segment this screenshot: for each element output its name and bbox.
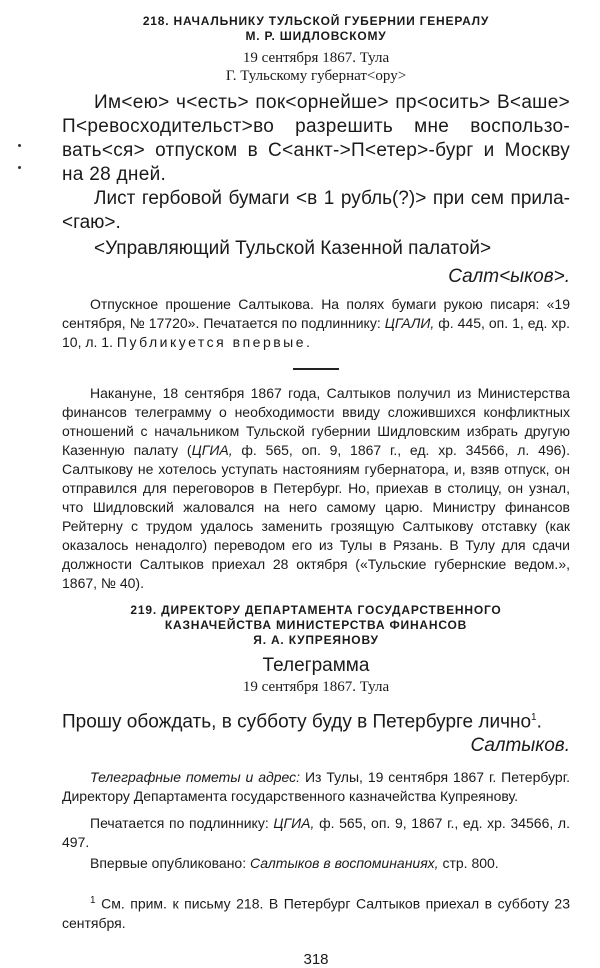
footnote-body: См. прим. к письму 218. В Петербург Салтыков приехал в субботу 23 сентября. (62, 895, 570, 931)
telegraph-text: Из Тулы, 19 сентября 1867 г. Петербург. Директору Департамента государственного казначейства Купреянову. (62, 769, 570, 805)
footnote-mark: 1 (531, 712, 537, 723)
note-ref: ф. 445, оп. 1, ед. хр. 10, л. 1. (62, 315, 570, 350)
letter-218-addressee: Г. Тульскому губернат<ору> (225, 68, 407, 84)
heading-line: М. Р. ШИДЛОВСКОМУ (245, 29, 387, 43)
letter-218-body (62, 91, 570, 261)
first-text: стр. 800. (438, 855, 499, 872)
letter-219-body (62, 706, 570, 734)
telegram-label: Телеграмма (262, 655, 370, 676)
letter-218-note (62, 295, 570, 352)
letter-219-date: 19 сентября 1867. Тула (242, 679, 390, 695)
letter-219-heading (62, 603, 570, 648)
section-divider (293, 368, 339, 370)
telegraph-label: Телеграфные пометы и адрес: (90, 769, 301, 786)
first-published-note (62, 854, 570, 873)
commentary-text: ф. 565, оп. 9, 1867 г., ед. хр. 34566, л. 496). Салтыкову не хотелось уступать настояниям губернатора, и, взяв отпуск, он отправился для переговоров в Петербург. Но, приехав в столицу, он узнал, что Шидловский жаловался на него самому царю. Министру финансов Рейтерну с трудом удалось заменить грозящую Салтыкову отставку (как оказалось ненадолго) переводом его из Тулы в Рязань. В Тулу для сдачи должности Салтыков приехал 28 октября («Тульские губернские ведом.», 1867, № 40). (62, 442, 570, 591)
page (62, 14, 570, 968)
first-source: Салтыков в воспоминаниях, (250, 855, 439, 872)
margin-mark (18, 144, 21, 147)
telegram-body: Прошу обождать, в субботу буду в Петербурге лично (62, 711, 532, 733)
heading-line: 219. ДИРЕКТОРУ ДЕПАРТАМЕНТА ГОСУДАРСТВЕННОГО (130, 603, 502, 617)
archive-name: ЦГАЛИ, (384, 315, 435, 331)
heading-line: Я. А. КУПРЕЯНОВУ (253, 633, 379, 647)
letter-paragraph: Им<ею> ч<есть> пок<орнейше> пр<осить> В<аше> П<ревосходительст>во разрешить мне воспользо-вать<ся> отпуском в С<анкт->П<етер>-бург и Москву на 28 дней. (62, 92, 570, 185)
commentary-paragraph (62, 384, 570, 593)
letter-218-signature: Салт<ыков>. (448, 266, 570, 287)
first-label: Впервые опубликовано: (90, 855, 251, 872)
footnote-number: 1 (90, 895, 96, 907)
heading-line: КАЗНАЧЕЙСТВА МИНИСТЕРСТВА ФИНАНСОВ (164, 618, 468, 632)
telegram-text: Прошу обождать, в субботу буду в Петербурге лично$^1$. (62, 711, 542, 733)
archive-name: ЦГИА, (273, 815, 315, 832)
telegraph-note (62, 768, 570, 806)
letter-218-heading (62, 14, 570, 44)
heading-line: 218. НАЧАЛЬНИКУ ТУЛЬСКОЙ ГУБЕРНИИ ГЕНЕРАЛУ (142, 14, 490, 28)
letter-paragraph: Лист гербовой бумаги <в 1 рубль(?)> при сем прила-<гаю>. (62, 188, 570, 233)
margin-mark (18, 166, 21, 169)
page-number: 318 (303, 950, 329, 968)
letter-paragraph: <Управляющий Тульской Казенной палатой> (94, 238, 492, 259)
letter-219-notes (62, 768, 570, 873)
print-label: Печатается по подлиннику: (90, 815, 274, 832)
print-text: ф. 565, оп. 9, 1867 г., ед. хр. 34566, л. 497. (62, 815, 570, 851)
commentary-text: Накануне, 18 сентября 1867 года, Салтыков получил из Министерства финансов телеграмму о необходимости ввиду сложившихся конфликтных отношений с начальником Тульской губернии Шидловским избрать другую Казенную палату ( (62, 385, 570, 458)
letter-219-signature: Салтыков. (470, 735, 570, 757)
note-text: Отпускное прошение Салтыкова. На полях бумаги рукою писаря: «19 сентября, № 17720». Печатается по подлиннику: (62, 296, 570, 331)
publication-note: Публикуется впервые. (116, 334, 313, 350)
footnote-text (62, 891, 570, 933)
commentary (62, 384, 570, 593)
letter-218-date: 19 сентября 1867. Тула (242, 50, 390, 66)
print-note (62, 814, 570, 852)
footnote (62, 882, 570, 933)
note-paragraph (62, 295, 570, 352)
archive-name: ЦГИА, (191, 442, 233, 458)
